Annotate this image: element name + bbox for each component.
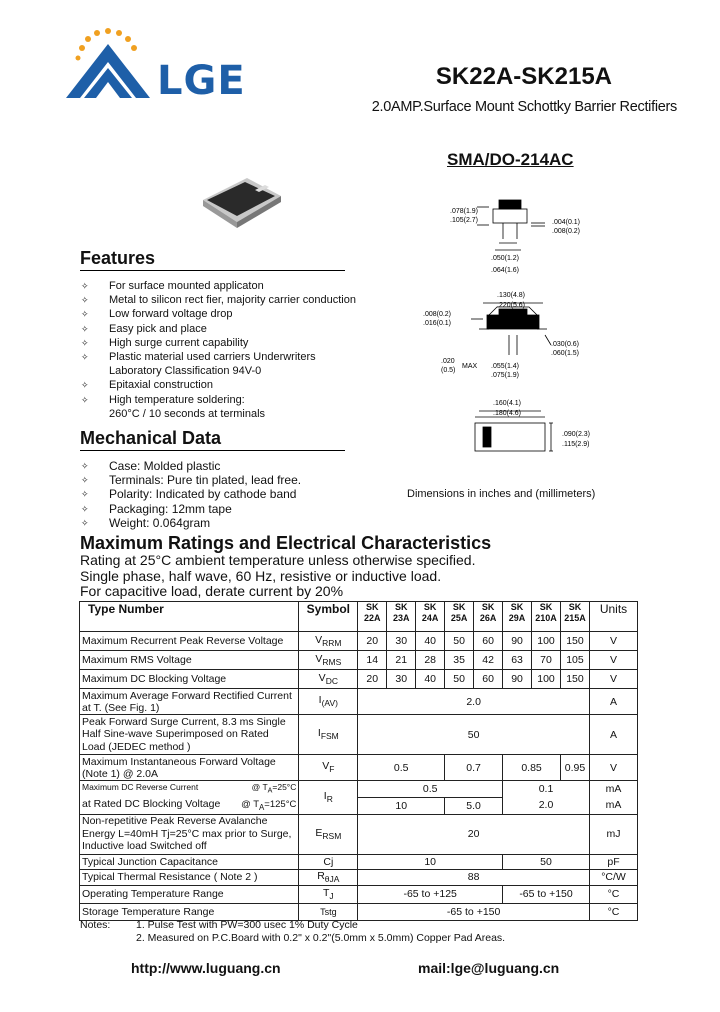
param-name: Maximum DC Reverse Current @ $T_A=25^\circ C$ at Rated DC Blocking Voltage @ $T_A=125^\circ C$ — [80, 781, 299, 815]
dim-label: .090(2.3) — [562, 431, 591, 438]
cell: 63 — [503, 651, 532, 670]
dim-label: .130(4.8) — [497, 292, 526, 299]
cell: 60 — [474, 632, 503, 651]
dim-label: .008(0.2) — [552, 228, 581, 235]
cell: 60 — [474, 670, 503, 689]
table-row — [80, 854, 638, 869]
param-name: Non-repetitive Peak Reverse Avalanche Energy L=40mH Tj=25°C max prior to Surge, Inductive load Switched off — [80, 814, 299, 854]
unit: A — [589, 715, 637, 755]
list-item: ✧ Epitaxial construction — [81, 379, 213, 392]
unit: pF — [589, 854, 637, 869]
cell: 30 — [387, 632, 416, 651]
part-number: SK22A-SK215A — [435, 63, 612, 90]
cell: 105 — [561, 651, 590, 670]
cell: 88 — [358, 869, 590, 885]
th-model: SK 210A — [532, 602, 561, 632]
cell: 5.0 — [445, 797, 503, 814]
cell: 50 — [445, 670, 474, 689]
mechanical-title: Mechanical Data — [80, 428, 345, 451]
cell: 14 — [358, 651, 387, 670]
ratings-title: Maximum Ratings and Electrical Characteristics — [80, 533, 492, 553]
param-symbol: $V_{RMS}$ — [299, 651, 358, 670]
bullet-icon: ✧ — [81, 517, 89, 528]
list-item: ✧ High temperature soldering: — [81, 393, 245, 406]
cell: 0.5 — [358, 755, 445, 781]
cell: 70 — [532, 651, 561, 670]
bullet-icon: ✧ — [81, 309, 89, 320]
list-item: ✧ Easy pick and place — [81, 322, 207, 335]
cell: 150 — [561, 632, 590, 651]
ratings-conditions — [80, 553, 475, 600]
table-row — [80, 670, 638, 689]
bullet-icon: ✧ — [81, 352, 89, 363]
dim-label: MAX — [462, 363, 478, 370]
cell: 2.0 — [503, 797, 590, 814]
param-name: Maximum Average Forward Rectified Current at T. (See Fig. 1) — [80, 689, 299, 715]
param-name: Storage Temperature Range — [80, 903, 299, 920]
table-row — [80, 814, 638, 854]
dim-label: .180(4.6) — [493, 410, 522, 417]
th-model: SK 23A — [387, 602, 416, 632]
th-model: SK 29A — [503, 602, 532, 632]
lge-logo-mark — [62, 26, 157, 104]
th-model: SK 26A — [474, 602, 503, 632]
list-item: ✧ Plastic material used carriers Underwriters — [81, 351, 316, 364]
cell: 100 — [532, 670, 561, 689]
spec-table — [79, 601, 638, 921]
bullet-icon: ✧ — [81, 475, 89, 486]
table-row — [80, 632, 638, 651]
package-name: SMA/DO-214AC — [447, 150, 574, 169]
dim-label: .008(0.2) — [423, 311, 452, 318]
dim-label: .020 — [441, 358, 455, 365]
bullet-icon: ✧ — [81, 380, 89, 391]
param-name: Peak Forward Surge Current, 8.3 ms Single Half Sine-wave Superimposed on Rated Load (JEDEC method ) — [80, 715, 299, 755]
bullet-icon: ✧ — [81, 337, 89, 348]
cell: 10 — [358, 854, 503, 869]
param-symbol: $I_{(AV)}$ — [299, 689, 358, 715]
dim-label: .075(1.9) — [491, 372, 520, 379]
bullet-icon: ✧ — [81, 461, 89, 471]
subtitle: 2.0AMP.Surface Mount Schottky Barrier Rectifiers — [371, 99, 677, 115]
list-item: ✧ Weight: 0.064gram — [81, 515, 211, 530]
cell: 35 — [445, 651, 474, 670]
bullet-icon: ✧ — [81, 394, 89, 405]
cell: 2.0 — [358, 689, 590, 715]
list-item: ✧ Terminals: Pure tin plated, lead free. — [81, 473, 302, 488]
cell: 0.5 — [358, 781, 503, 798]
note-1: 1. Pulse Test with PW=300 usec 1% Duty Cycle — [136, 919, 358, 931]
footer-url[interactable]: http://www.luguang.cn — [131, 960, 281, 976]
bullet-icon: ✧ — [81, 281, 89, 291]
cell: 0.7 — [445, 755, 503, 781]
note-2: 2. Measured on P.C.Board with 0.2" x 0.2"(5.0mm x 5.0mm) Copper Pad Areas. — [136, 932, 506, 944]
cell: 0.1 — [503, 781, 590, 798]
th-symbol: Symbol — [299, 602, 358, 632]
cell: 0.95 — [561, 755, 590, 781]
param-symbol: $I_{FSM}$ — [299, 715, 358, 755]
th-model: SK 25A — [445, 602, 474, 632]
list-item: ✧ Metal to silicon rect fier, majority carrier conduction — [81, 294, 356, 307]
table-row — [80, 781, 638, 798]
unit: °C — [589, 903, 637, 920]
param-symbol: $V_{RRM}$ — [299, 632, 358, 651]
unit: °C/W — [589, 869, 637, 885]
unit: mJ — [589, 814, 637, 854]
component-image — [195, 170, 285, 232]
param-name: Maximum Instantaneous Forward Voltage (Note 1) @ 2.0A — [80, 755, 299, 781]
cell: -65 to +125 — [358, 885, 503, 903]
cell: 50 — [445, 632, 474, 651]
dim-label: .055(1.4) — [491, 363, 520, 370]
bullet-icon: ✧ — [81, 323, 89, 334]
cell: 42 — [474, 651, 503, 670]
param-symbol: Tstg — [299, 903, 358, 920]
table-row — [80, 651, 638, 670]
dim-label: .115(2.9) — [562, 441, 590, 448]
cell: 90 — [503, 670, 532, 689]
table-row — [80, 903, 638, 920]
param-symbol: $V_F$ — [299, 755, 358, 781]
param-symbol: $T_J$ — [299, 885, 358, 903]
cell: 10 — [358, 797, 445, 814]
cell: 90 — [503, 632, 532, 651]
cell: 21 — [387, 651, 416, 670]
cell: 50 — [503, 854, 590, 869]
table-row — [80, 689, 638, 715]
bullet-icon: ✧ — [81, 295, 89, 306]
bullet-icon: ✧ — [81, 503, 89, 514]
list-item: ✧ Packaging: 12mm tape — [81, 501, 232, 516]
cell: 20 — [358, 670, 387, 689]
dim-label: .220(5.6) — [497, 302, 526, 309]
table-row — [80, 755, 638, 781]
param-symbol: $E_{RSM}$ — [299, 814, 358, 854]
features-title: Features — [80, 248, 345, 271]
unit: V — [589, 755, 637, 781]
th-model: SK 215A — [561, 602, 590, 632]
cell: 150 — [561, 670, 590, 689]
list-item: ✧ Low forward voltage drop — [81, 308, 233, 321]
dim-label: .160(4.1) — [493, 400, 522, 407]
list-item: ✧ For surface mounted applicaton — [81, 280, 264, 292]
unit: mA — [589, 797, 637, 814]
unit: V — [589, 651, 637, 670]
dimensions-caption: Dimensions in inches and (millimeters) — [407, 488, 596, 500]
logo-text: LGE — [157, 58, 246, 104]
list-item: ✧ Polarity: Indicated by cathode band — [81, 487, 297, 502]
cell: 50 — [358, 715, 590, 755]
table-row — [80, 885, 638, 903]
dim-label: (0.5) — [441, 367, 456, 374]
param-name: Maximum Recurrent Peak Reverse Voltage — [80, 632, 299, 651]
list-item: ✧ High surge current capability — [81, 336, 249, 349]
unit: V — [589, 670, 637, 689]
dim-label: .004(0.1) — [552, 219, 581, 226]
list-item-cont: 260°C / 10 seconds at terminals — [109, 407, 266, 420]
list-item: ✧ Case: Molded plastic — [81, 459, 221, 473]
dimension-drawing — [405, 195, 620, 470]
cell: 20 — [358, 632, 387, 651]
cell: 28 — [416, 651, 445, 670]
param-symbol: $V_{DC}$ — [299, 670, 358, 689]
param-name: Operating Temperature Range — [80, 885, 299, 903]
param-symbol: $R_{\theta JA}$ — [299, 869, 358, 885]
table-row — [80, 869, 638, 885]
cell: 100 — [532, 632, 561, 651]
param-name: Maximum RMS Voltage — [80, 651, 299, 670]
dim-label: .016(0.1) — [423, 320, 452, 327]
notes-label: Notes: — [80, 919, 111, 931]
table-row — [80, 715, 638, 755]
unit: °C — [589, 885, 637, 903]
condition-line: Rating at 25°C ambient temperature unless otherwise specified. — [80, 552, 476, 568]
cell: 40 — [416, 670, 445, 689]
th-type: Type Number — [80, 602, 299, 632]
param-name: Maximum DC Blocking Voltage — [80, 670, 299, 689]
th-model: SK 22A — [358, 602, 387, 632]
bullet-icon: ✧ — [81, 489, 89, 500]
dim-label: .078(1.9) — [450, 208, 479, 215]
condition-line: Single phase, half wave, 60 Hz, resistive or inductive load. — [80, 567, 442, 584]
features-list — [81, 279, 381, 421]
cell: -65 to +150 — [503, 885, 590, 903]
param-name: Typical Thermal Resistance ( Note 2 ) — [80, 869, 299, 885]
dim-label: .060(1.5) — [551, 350, 580, 357]
unit: mA — [589, 781, 637, 798]
param-symbol: $I_R$ — [299, 781, 358, 815]
cell: 30 — [387, 670, 416, 689]
dim-label: .050(1.2) — [491, 255, 520, 262]
cell: 20 — [358, 814, 590, 854]
list-item-cont: Laboratory Classification 94V-0 — [109, 365, 262, 378]
table-header-row — [80, 602, 638, 632]
th-units: Units — [589, 602, 637, 632]
mechanical-list — [81, 459, 381, 530]
cell: 0.85 — [503, 755, 561, 781]
param-name: Typical Junction Capacitance — [80, 854, 299, 869]
dim-label: .064(1.6) — [491, 267, 520, 274]
dim-label: .030(0.6) — [551, 341, 580, 348]
param-symbol: Cj — [299, 854, 358, 869]
notes — [80, 919, 505, 945]
cell: 40 — [416, 632, 445, 651]
condition-line: For capacitive load, derate current by 20% — [80, 583, 344, 599]
unit: A — [589, 689, 637, 715]
dim-label: .105(2.7) — [450, 217, 479, 224]
th-model: SK 24A — [416, 602, 445, 632]
cell: -65 to +150 — [358, 903, 590, 920]
unit: V — [589, 632, 637, 651]
footer-mail[interactable]: mail:lge@luguang.cn — [418, 960, 560, 976]
